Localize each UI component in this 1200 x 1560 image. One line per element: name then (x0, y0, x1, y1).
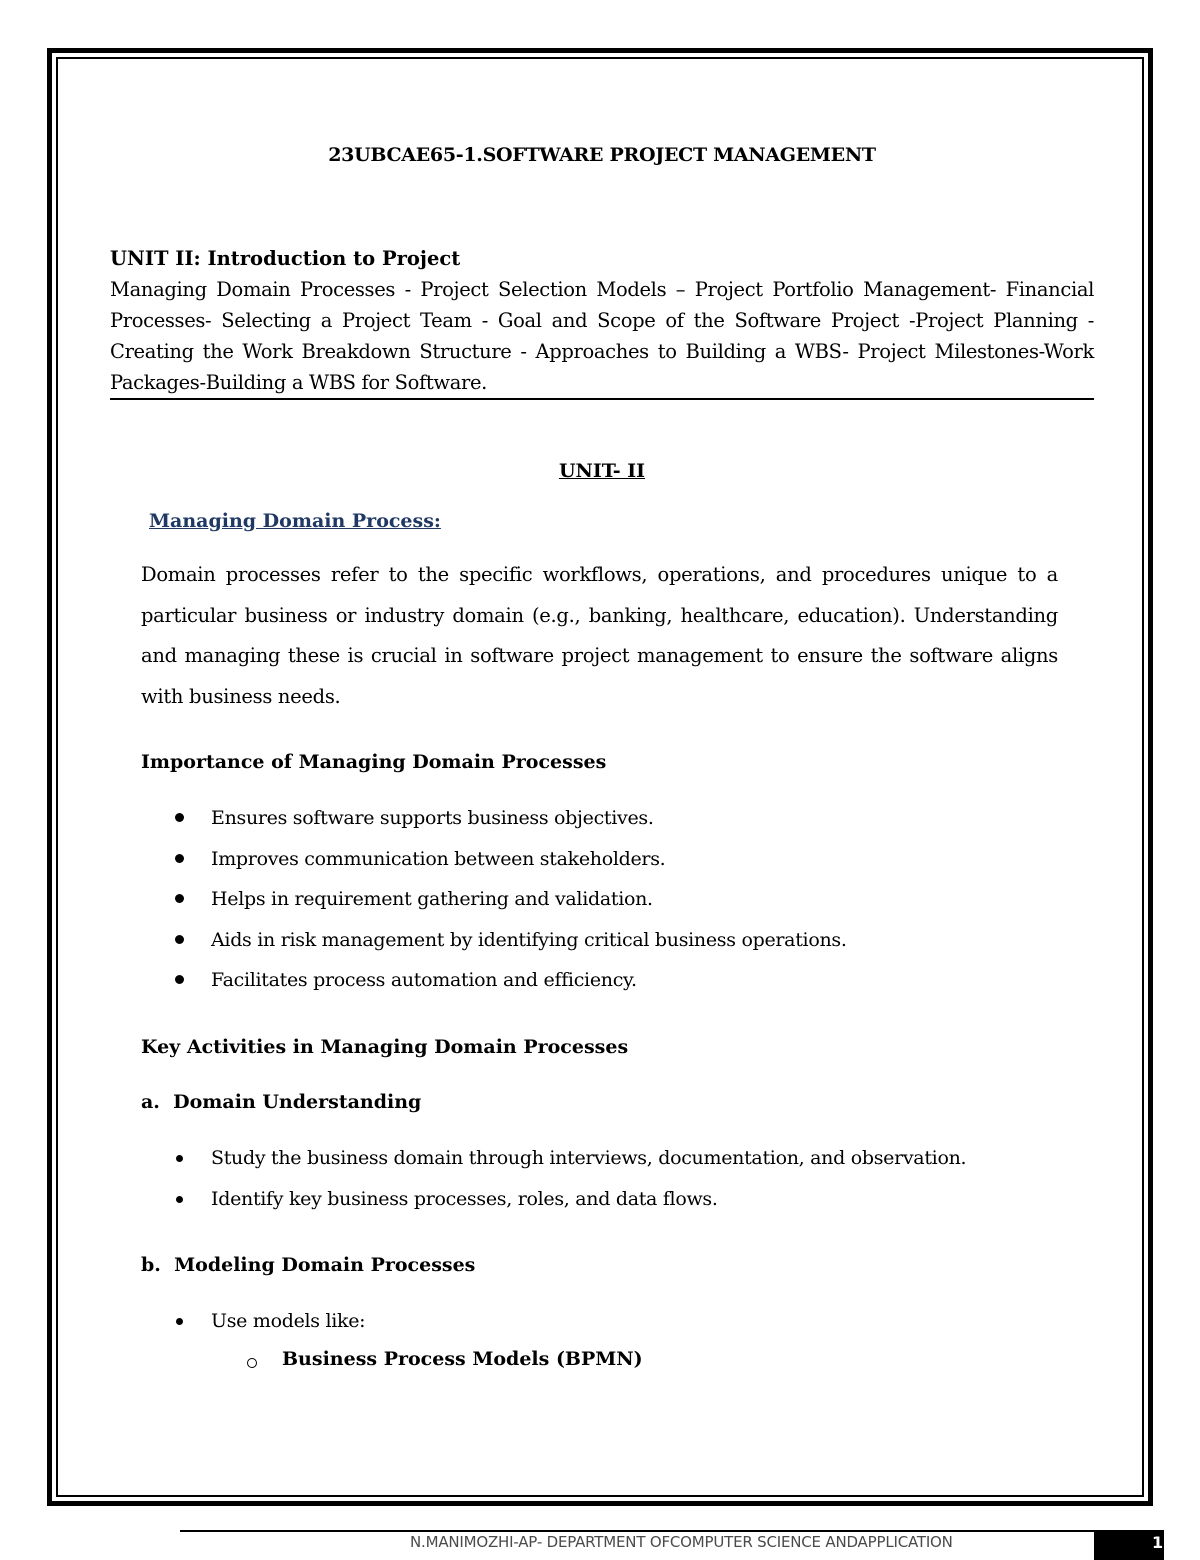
subheading-modeling: b. Modeling Domain Processes (141, 1254, 476, 1276)
syllabus-heading: UNIT II: Introduction to Project (110, 247, 461, 270)
list-item: Identify key business processes, roles, and data flows. (141, 1184, 966, 1225)
bullet-icon (175, 935, 184, 944)
importance-list (141, 803, 847, 1006)
list-item: Aids in risk management by identifying critical business operations. (141, 925, 847, 966)
list-item: Facilitates process automation and efficiency. (141, 965, 847, 1006)
circle-bullet-icon (247, 1358, 257, 1368)
bullet-icon (176, 1318, 183, 1325)
intro-paragraph: Domain processes refer to the specific workflows, operations, and procedures unique to a particular business or industry domain (e.g., banking, healthcare, education). Understanding and managing these is crucial in software project management to ensure the software aligns with business needs. (141, 563, 1058, 708)
bullet-icon (175, 975, 184, 984)
footer-rule (180, 1530, 1094, 1532)
syllabus-body: Managing Domain Processes - Project Selection Models – Project Portfolio Management- Financial Processes- Selecting a Project Team - Goal and Scope of the Software Project -Project Planning -Creating the Work Breakdown Structure - Approaches to Building a WBS- Project Milestones-Work Packages-Building a WBS for Software. (110, 278, 1094, 394)
section-title: Managing Domain Process: (149, 510, 441, 532)
list-item: Ensures software supports business objectives. (141, 803, 847, 844)
bullet-icon (175, 813, 184, 822)
list-item: Helps in requirement gathering and validation. (141, 884, 847, 925)
bullet-icon (175, 894, 184, 903)
document-title: 23UBCAE65-1.SOFTWARE PROJECT MANAGEMENT (328, 144, 876, 166)
bullet-icon (175, 854, 184, 863)
domain-understanding-list (141, 1143, 966, 1224)
page-number: 1 (1152, 1533, 1164, 1552)
bullet-icon (176, 1155, 183, 1162)
list-item: Improves communication between stakeholders. (141, 844, 847, 885)
list-item: Study the business domain through interviews, documentation, and observation. (141, 1143, 966, 1184)
unit-title: UNIT- II (558, 460, 646, 482)
subheading-domain-understanding: a. Domain Understanding (141, 1091, 422, 1113)
key-activities-heading: Key Activities in Managing Domain Processes (141, 1036, 629, 1058)
modeling-list (141, 1306, 365, 1347)
bullet-icon (176, 1196, 183, 1203)
list-item: Use models like: (141, 1306, 365, 1347)
footer-text: N.MANIMOZHI-AP- DEPARTMENT OFCOMPUTER SCIENCE ANDAPPLICATION (410, 1533, 953, 1551)
syllabus-block (110, 243, 1094, 400)
importance-heading: Importance of Managing Domain Processes (141, 751, 607, 773)
